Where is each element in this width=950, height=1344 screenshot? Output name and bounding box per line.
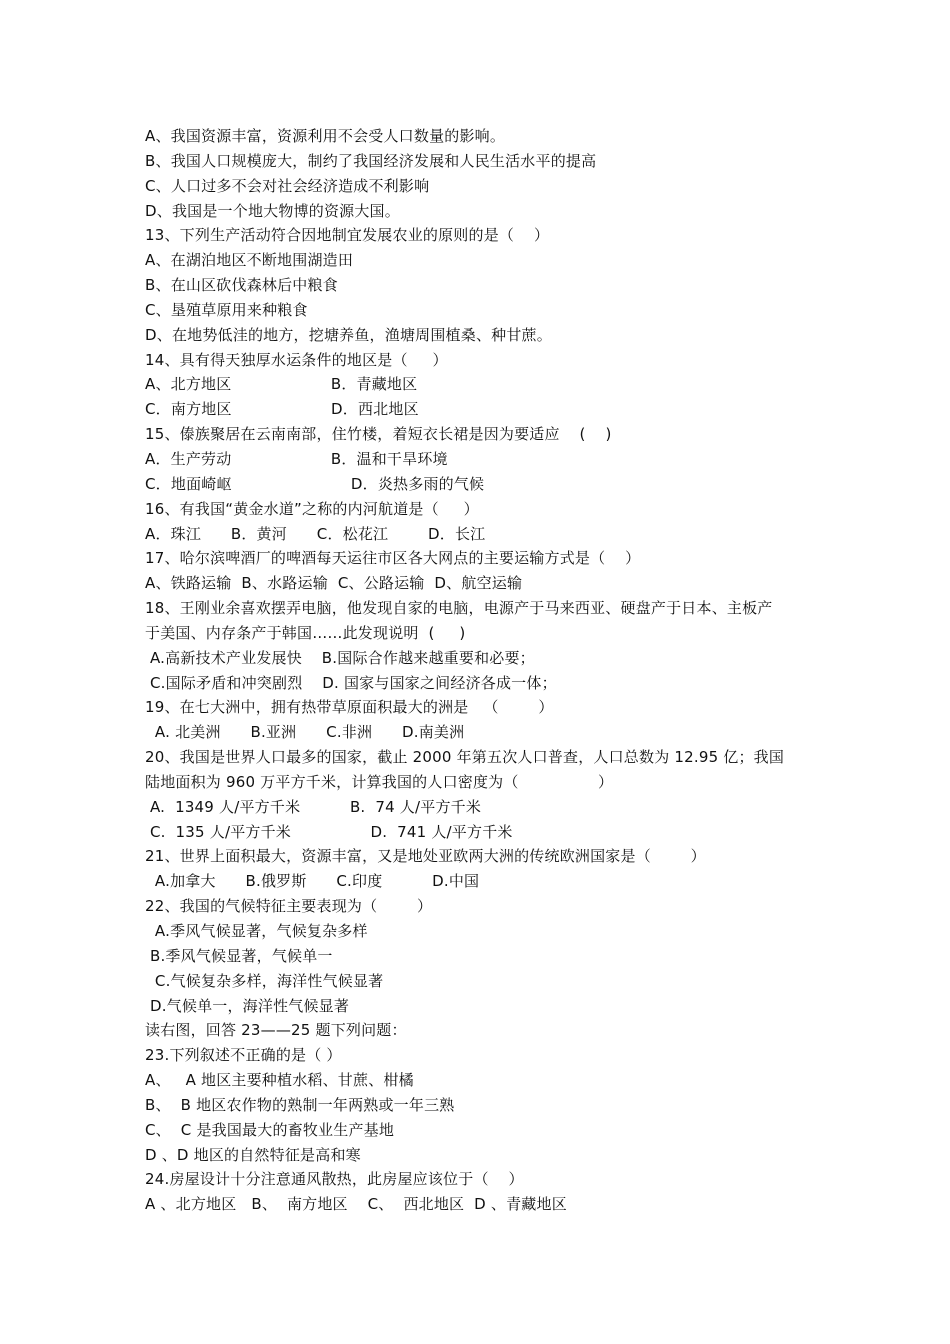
text-line: C.气候复杂多样，海洋性气候显著 [145, 971, 384, 990]
text-line: A、北方地区 B．青藏地区 [145, 375, 418, 394]
text-line: 14、具有得天独厚水运条件的地区是（ ） [145, 350, 448, 369]
text-line: 18、王刚业余喜欢摆弄电脑，他发现自家的电脑，电源产于马来西亚、硬盘产于日本、主板产 [145, 599, 773, 618]
text-line: 19、在七大洲中，拥有热带草原面积最大的洲是 （ ） [145, 698, 554, 717]
text-line: 于美国、内存条产于韩国……此发现说明 ( ) [145, 623, 466, 642]
text-line: A.加拿大 B.俄罗斯 C.印度 D.中国 [145, 872, 480, 891]
text-line: 陆地面积为 960 万平方千米，计算我国的人口密度为（ ） [145, 772, 614, 791]
text-line: C. 135 人/平方千米 D. 741 人/平方千米 [145, 822, 513, 841]
text-line: A．生产劳动 B．温和干旱环境 [145, 449, 448, 468]
text-line: 读右图，回答 23——25 题下列问题： [145, 1021, 407, 1040]
text-line: A、我国资源丰富，资源利用不会受人口数量的影响。 [145, 127, 506, 145]
text-line: B、我国人口规模庞大，制约了我国经济发展和人民生活水平的提高 [145, 151, 597, 170]
text-line: A 、北方地区 B、 南方地区 C、 西北地区 D 、青藏地区 [145, 1195, 567, 1214]
text-line: 17、哈尔滨啤酒厂的啤酒每天运往市区各大网点的主要运输方式是（ ） [145, 549, 641, 568]
text-line: A. 北美洲 B.亚洲 C.非洲 D.南美洲 [145, 723, 465, 742]
text-line: 15、傣族聚居在云南南部，住竹楼，着短衣长裙是因为要适应 ( ) [145, 425, 612, 444]
text-line: 23.下列叙述不正确的是（ ） [145, 1046, 342, 1065]
text-line: B、在山区砍伐森林后中粮食 [145, 276, 338, 295]
text-line: 21、世界上面积最大，资源丰富，又是地处亚欧两大洲的传统欧洲国家是（ ） [145, 847, 706, 866]
text-line: 20、我国是世界人口最多的国家，截止 2000 年第五次人口普查，人口总数为 12.95 亿；我国 [145, 748, 785, 767]
text-line: A.高新技术产业发展快 B.国际合作越来越重要和必要； [145, 648, 535, 667]
text-line: A、铁路运输 B、水路运输 C、公路运输 D、航空运输 [145, 574, 523, 593]
text-line: 24.房屋设计十分注意通风散热，此房屋应该位于（ ） [145, 1170, 524, 1189]
text-line: C．南方地区 D．西北地区 [145, 400, 419, 419]
text-line: D 、D 地区的自然特征是高和寒 [145, 1145, 361, 1164]
text-line: A、在湖泊地区不断地围湖造田 [145, 251, 354, 270]
text-line: C、 C 是我国最大的畜牧业生产基地 [145, 1120, 395, 1139]
text-line: C．地面崎岖 D．炎热多雨的气候 [145, 474, 485, 493]
text-line: 13、下列生产活动符合因地制宜发展农业的原则的是（ ） [145, 226, 550, 245]
text-line: A．珠江 B．黄河 C．松花江 D．长江 [145, 524, 486, 543]
text-line: B、 B 地区农作物的熟制一年两熟或一年三熟 [145, 1095, 455, 1114]
text-line: D.气候单一，海洋性气候显著 [145, 996, 350, 1015]
text-line: D、在地势低洼的地方，挖塘养鱼，渔塘周围植桑、种甘蔗。 [145, 325, 552, 344]
text-line: 16、有我国“黄金水道”之称的内河航道是（ ） [145, 499, 479, 518]
text-line: 22、我国的气候特征主要表现为（ ） [145, 897, 433, 916]
text-line: B.季风气候显著，气候单一 [145, 946, 333, 965]
text-line: A. 1349 人/平方千米 B. 74 人/平方千米 [145, 797, 482, 816]
text-line: D、我国是一个地大物博的资源大国。 [145, 201, 400, 220]
text-line: C.国际矛盾和冲突剧烈 D. 国家与国家之间经济各成一体； [145, 673, 557, 692]
text-line: C、垦殖草原用来种粮食 [145, 300, 308, 319]
text-line: A、 A 地区主要种植水稻、甘蔗、柑橘 [145, 1071, 414, 1090]
text-line: A.季风气候显著，气候复杂多样 [145, 922, 368, 940]
text-line: C、人口过多不会对社会经济造成不利影响 [145, 176, 430, 195]
question-text-block [145, 124, 845, 1217]
